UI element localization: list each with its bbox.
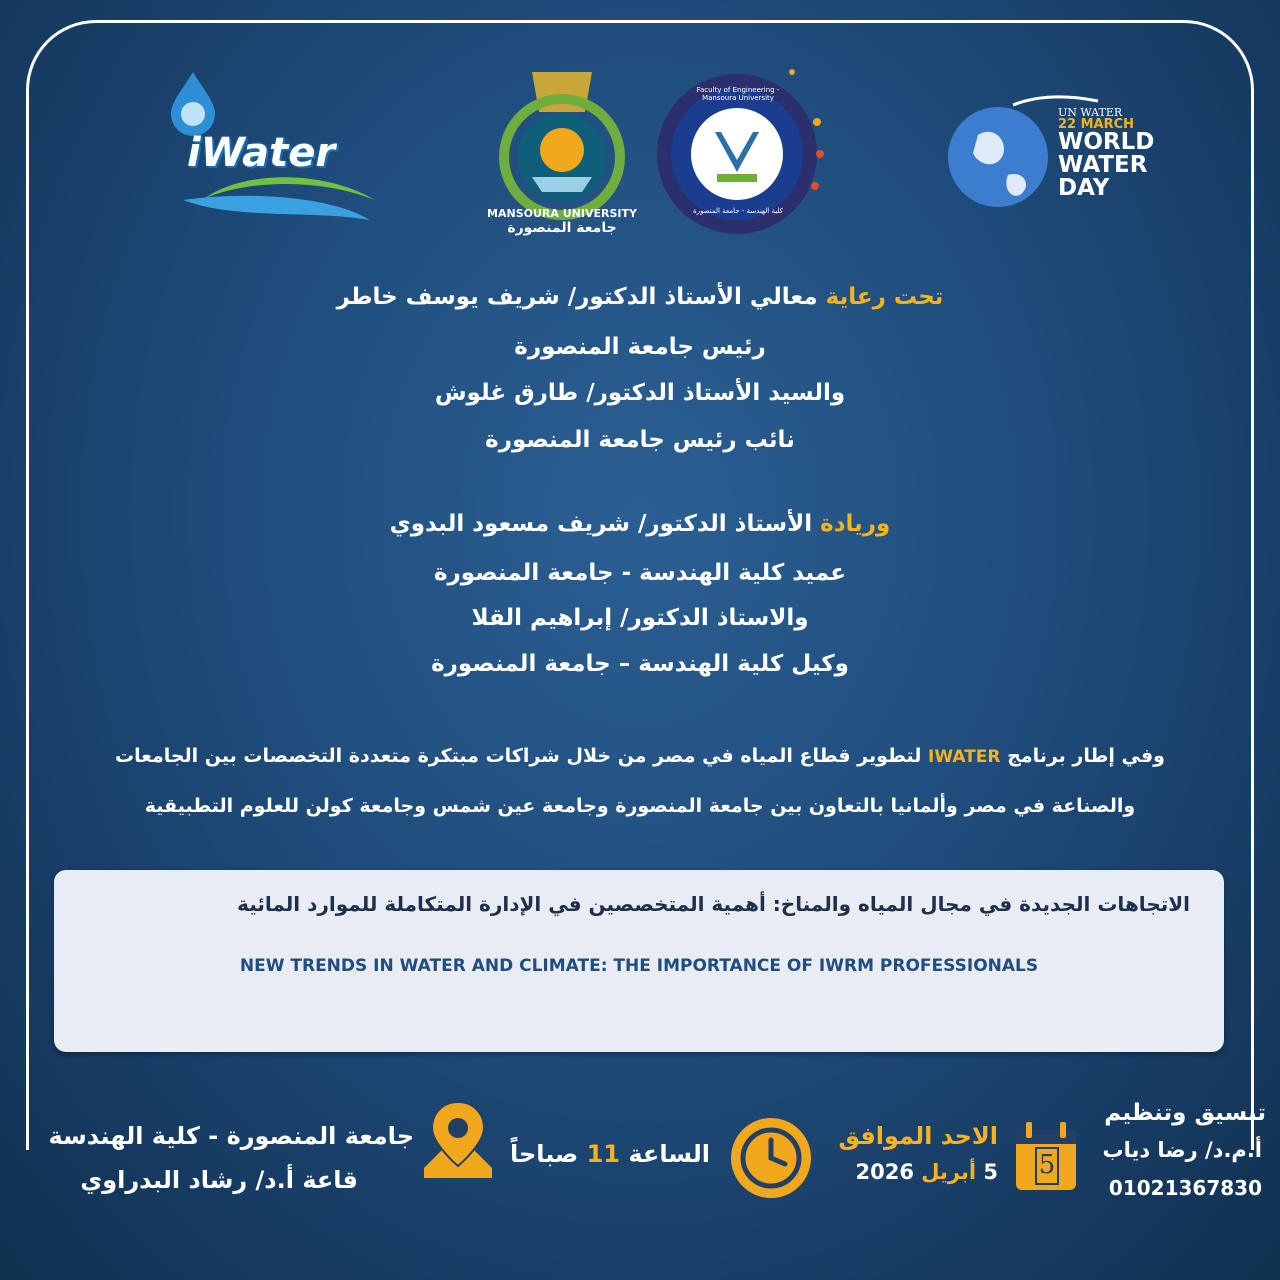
iwater-logo-text: iWater [187, 130, 336, 176]
time-suffix: صباحاً [509, 1140, 579, 1168]
patron-title-1: رئيس جامعة المنصورة [514, 334, 766, 360]
world-water-day-logo [948, 95, 1158, 225]
topic-arabic: الاتجاهات الجديدة في مجال المياه والمناخ: أهمية المتخصصين في الإدارة المتكاملة للموارد المائية [237, 892, 1190, 916]
mansoura-university-logo [487, 62, 637, 237]
time-prefix: الساعة [628, 1140, 710, 1168]
wwd-day: DAY [1058, 175, 1110, 201]
topic-box [54, 870, 1224, 1052]
venue-line-1: جامعة المنصورة - كلية الهندسة [48, 1122, 414, 1150]
leader-name-2: والاستاذ الدكتور/ إبراهيم القلا [471, 605, 809, 631]
faculty-of-engineering-logo [657, 62, 827, 242]
mansoura-university-label-en: MANSOURA UNIVERSITY [487, 207, 637, 220]
time-text [505, 1140, 710, 1168]
leader-name-1: الأستاذ الدكتور/ شريف مسعود البدوي [389, 511, 813, 537]
venue-line-2: قاعة أ.د/ رشاد البدراوي [80, 1166, 358, 1194]
calendar-day: 5 [1038, 1150, 1056, 1180]
calendar-icon [1014, 1120, 1078, 1192]
time-hour: 11 [586, 1140, 621, 1168]
leadership-line-1 [0, 511, 1280, 537]
intro-text-1: وفي إطار برنامج [1007, 745, 1165, 767]
clock-icon [729, 1116, 813, 1200]
wwd-date: 22 MARCH [1058, 117, 1135, 132]
patronage-line-1 [0, 284, 1280, 310]
date-month: أبريل [921, 1160, 977, 1184]
date-day: 5 [983, 1160, 998, 1184]
topic-english: NEW TRENDS IN WATER AND CLIMATE: THE IMPORTANCE OF IWRM PROFESSIONALS [239, 956, 1039, 976]
date-value [800, 1160, 998, 1184]
faculty-ring-text-en: Faculty of Engineering - Mansoura University [696, 86, 780, 102]
patron-title-2: نائب رئيس جامعة المنصورة [485, 427, 795, 453]
organizer-name: أ.م.د/ رضا دياب [1102, 1138, 1262, 1162]
faculty-ring-text-ar: كلية الهندسة - جامعة المنصورة [693, 207, 783, 215]
intro-line-1 [50, 745, 1230, 767]
intro-text-2: لتطوير قطاع المياه في مصر من خلال شراكات مبتكرة متعددة التخصصات بين الجامعات [115, 745, 922, 767]
mansoura-university-label-ar: جامعة المنصورة [507, 220, 617, 236]
wwd-un-water: UN WATER [1058, 106, 1123, 119]
iwater-logo [165, 70, 380, 230]
wwd-world: WORLD [1058, 129, 1155, 155]
organizer-phone: 01021367830 [1108, 1176, 1262, 1200]
leader-title-2: وكيل كلية الهندسة – جامعة المنصورة [431, 651, 849, 677]
patron-name-1: معالي الأستاذ الدكتور/ شريف يوسف خاطر [336, 284, 818, 310]
program-name: IWATER [928, 747, 1001, 767]
patron-name-2: والسيد الأستاذ الدكتور/ طارق غلوش [434, 380, 846, 406]
date-year: 2026 [855, 1160, 914, 1184]
leader-title-1: عميد كلية الهندسة - جامعة المنصورة [433, 560, 847, 586]
location-pin-icon [418, 1098, 498, 1184]
organizer-label: تنسيق وتنظيم [1104, 1100, 1266, 1126]
intro-line-2: والصناعة في مصر وألمانيا بالتعاون بين جامعة المنصورة وجامعة عين شمس وجامعة كولن للعلوم التطبيقية [144, 795, 1136, 817]
wwd-water: WATER [1058, 152, 1148, 178]
patronage-lead: تحت رعاية [825, 284, 944, 310]
leadership-lead: وريادة [820, 511, 891, 537]
date-label: الاحد الموافق [838, 1122, 998, 1150]
